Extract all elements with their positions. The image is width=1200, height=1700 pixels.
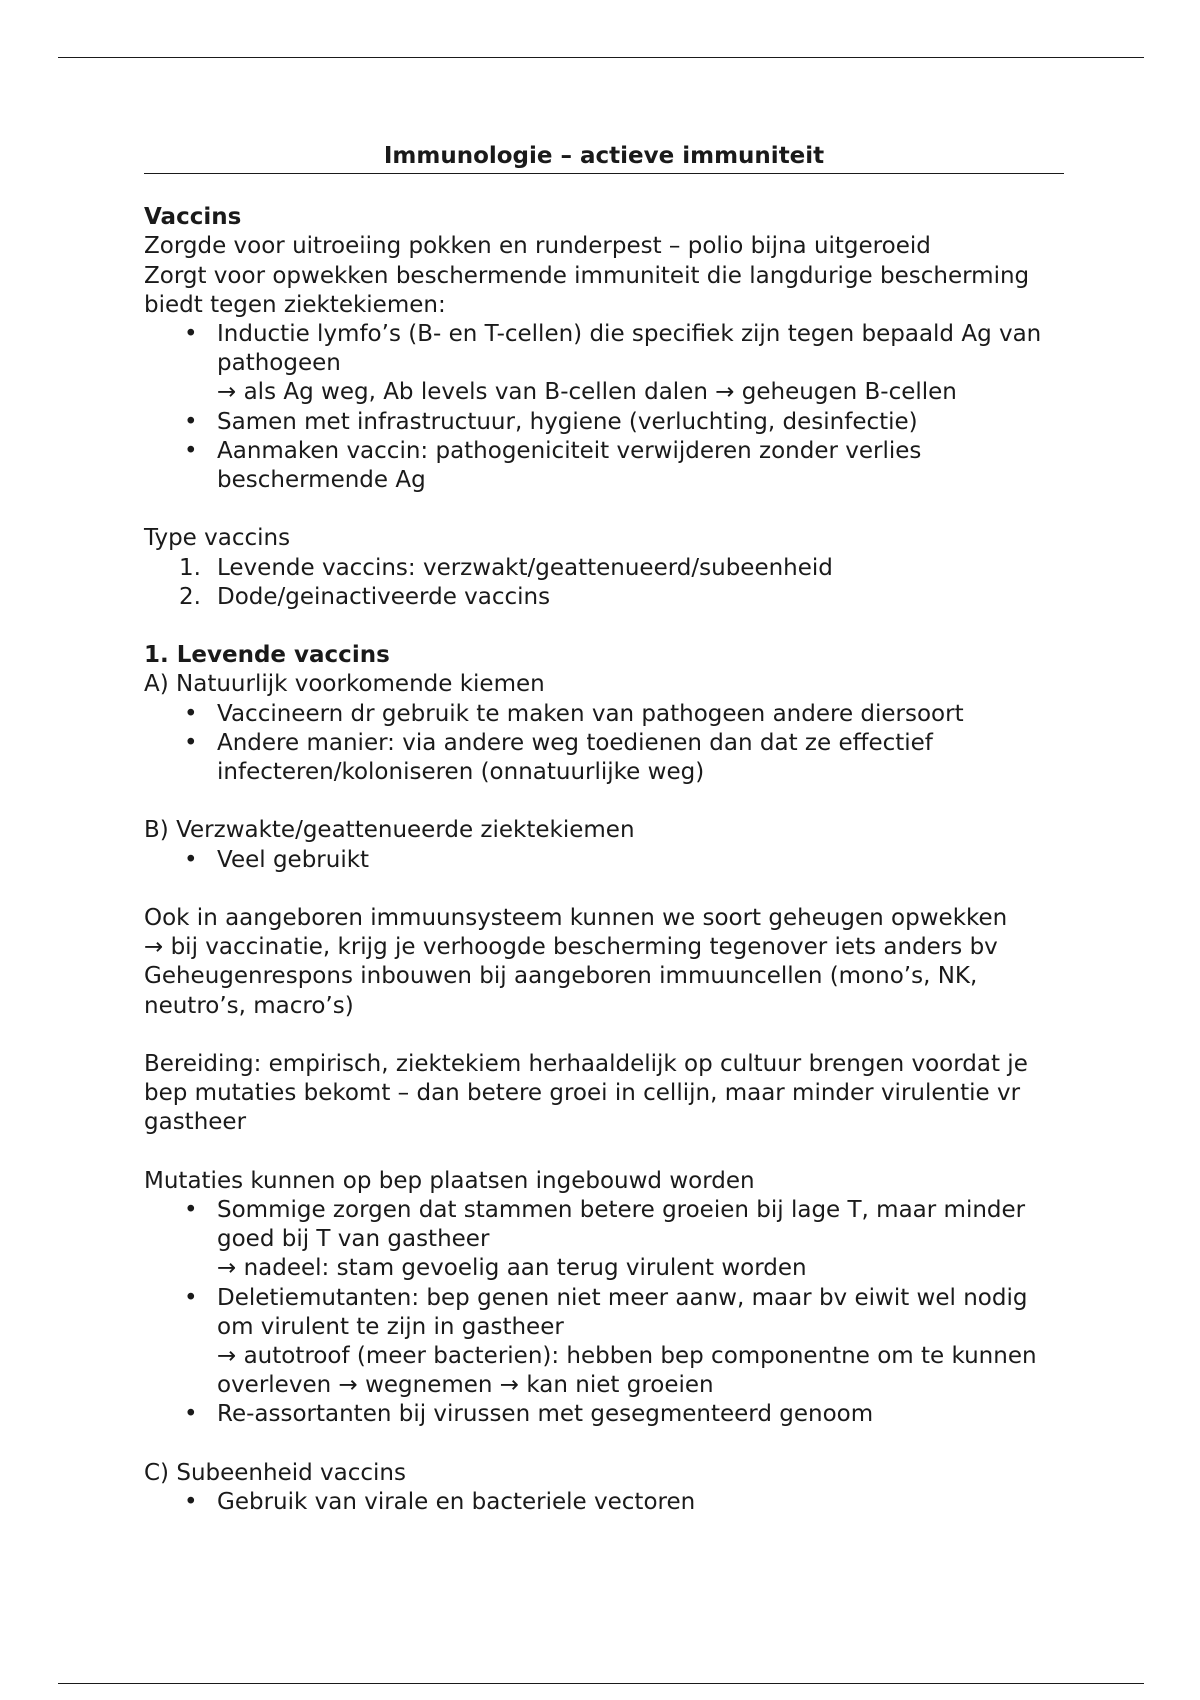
list-item-subtext: → als Ag weg, Ab levels van B-cellen dalen → geheugen B-cellen: [217, 379, 957, 406]
list-item: [144, 1284, 1064, 1401]
mutaties-label: Mutaties kunnen op bep plaatsen ingebouwd worden: [144, 1167, 755, 1194]
section-heading-vaccins: Vaccins: [144, 204, 242, 231]
list-item-text: Re-assortanten bij virussen met gesegmenteerd genoom: [217, 1401, 874, 1428]
bullet-icon: •: [184, 437, 198, 464]
bullet-icon: •: [184, 1401, 198, 1428]
list-item-text: Samen met infrastructuur, hygiene (verluchting, desinfectie): [217, 408, 918, 435]
list-item: [144, 729, 1064, 787]
paragraph-bereiding: Bereiding: empirisch, ziektekiem herhaaldelijk op cultuur brengen voordat je bep mutaties bekomt – dan betere groei in cellijn, maar minder virulentie vr gastheer: [144, 1051, 1028, 1136]
list-item-text: Veel gebruikt: [217, 846, 370, 873]
list-item-text: Deletiemutanten: bep genen niet meer aanw, maar bv eiwit wel nodig om virulent te zijn in gastheer: [217, 1284, 1028, 1340]
bullet-icon: •: [184, 846, 198, 873]
list-item: [144, 437, 1064, 495]
list-item-subtext: → autotroof (meer bacterien): hebben bep componentne om te kunnen overleven → wegnemen → kan niet groeien: [217, 1343, 1037, 1399]
bullet-list: [144, 846, 1064, 875]
subsection-label-c: C) Subeenheid vaccins: [144, 1459, 406, 1486]
paragraph-line: → bij vaccinatie, krijg je verhoogde bescherming tegenover iets anders bv: [144, 934, 998, 961]
subsection-label-a: A) Natuurlijk voorkomende kiemen: [144, 671, 545, 698]
list-number: 2.: [179, 583, 201, 610]
list-item-text: Inductie lymfo’s (B- en T-cellen) die specifiek zijn tegen bepaald Ag van pathogeen: [217, 321, 1042, 377]
list-item-text: Sommige zorgen dat stammen betere groeien bij lage T, maar minder goed bij T van gastheer: [217, 1197, 1026, 1253]
list-item: [144, 1196, 1064, 1284]
section-heading-levende-vaccins: 1. Levende vaccins: [144, 642, 390, 669]
numbered-list: [144, 554, 1064, 612]
document-body: [144, 142, 1064, 1517]
header-rule: [58, 57, 1144, 58]
bullet-list: [144, 1196, 1064, 1430]
list-item-text: Andere manier: via andere weg toedienen dan dat ze effectief infecteren/koloniseren (onnatuurlijke weg): [217, 729, 933, 786]
list-item: [144, 700, 1064, 729]
page-title: Immunologie – actieve immuniteit: [144, 142, 1064, 174]
bullet-icon: •: [184, 408, 198, 435]
paragraph-aangeboren: [144, 904, 1064, 1021]
list-item-text: Aanmaken vaccin: pathogeniciteit verwijderen zonder verlies beschermende Ag: [217, 437, 922, 494]
list-item: [144, 320, 1064, 408]
list-item-text: Vaccineern dr gebruik te maken van pathogeen andere diersoort: [217, 700, 964, 727]
list-item: [144, 583, 1064, 612]
paragraph-line: Geheugenrespons inbouwen bij aangeboren immuuncellen (mono’s, NK, neutro’s, macro’s): [144, 963, 978, 1019]
bullet-icon: •: [184, 1284, 198, 1311]
bullet-list: [144, 1488, 1064, 1517]
bullet-icon: •: [184, 700, 198, 727]
bullet-icon: •: [184, 321, 198, 348]
list-item: [144, 1488, 1064, 1517]
type-vaccins-label: Type vaccins: [144, 525, 291, 552]
list-item-text: Levende vaccins: verzwakt/geattenueerd/subeenheid: [217, 554, 833, 581]
subsection-label-b: B) Verzwakte/geattenueerde ziektekiemen: [144, 817, 635, 844]
bullet-icon: •: [184, 1489, 198, 1516]
list-item-text: Gebruik van virale en bacteriele vectoren: [217, 1489, 696, 1516]
footer-rule: [58, 1683, 1144, 1684]
paragraph: Zorgt voor opwekken beschermende immuniteit die langdurige bescherming biedt tegen ziektekiemen:: [144, 262, 1030, 318]
list-item: [144, 408, 1064, 437]
list-item: [144, 846, 1064, 875]
bullet-list: [144, 700, 1064, 788]
list-item-text: Dode/geinactiveerde vaccins: [217, 583, 551, 610]
bullet-list: [144, 320, 1064, 495]
paragraph-line: Ook in aangeboren immuunsysteem kunnen we soort geheugen opwekken: [144, 905, 1008, 932]
list-number: 1.: [179, 554, 201, 581]
bullet-icon: •: [184, 729, 198, 756]
bullet-icon: •: [184, 1197, 198, 1224]
list-item: [144, 1400, 1064, 1429]
list-item: [144, 554, 1064, 583]
list-item-subtext: → nadeel: stam gevoelig aan terug virulent worden: [217, 1255, 807, 1282]
paragraph: Zorgde voor uitroeiing pokken en runderpest – polio bijna uitgeroeid: [144, 233, 931, 260]
